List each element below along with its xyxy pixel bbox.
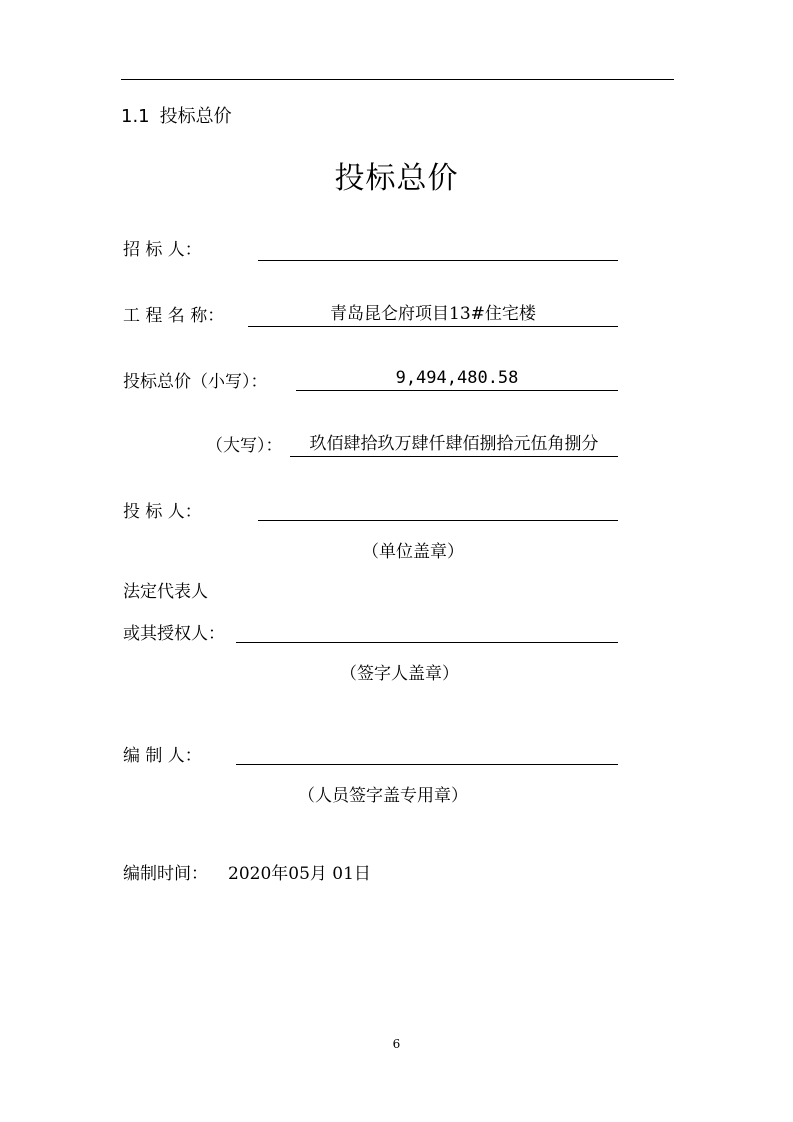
- section-heading: [121, 104, 232, 130]
- compile-date-label: 编制时间：: [123, 864, 208, 884]
- compiler-field[interactable]: [236, 740, 618, 765]
- tenderer-field[interactable]: [258, 236, 618, 261]
- legal-rep-field[interactable]: [236, 618, 618, 643]
- legal-rep-label: 或其授权人：: [123, 624, 225, 644]
- section-number: 1.1: [121, 106, 150, 127]
- compile-date-value: 2020年05月 01日: [228, 864, 371, 884]
- total-lowercase-field[interactable]: 9,494,480.58: [296, 366, 618, 391]
- compiler-seal-note: （人员签字盖专用章）: [298, 786, 468, 806]
- page-number: 6: [392, 1037, 401, 1051]
- project-name-field[interactable]: 青岛昆仑府项目13#住宅楼: [248, 302, 618, 327]
- section-title: 投标总价: [159, 106, 232, 127]
- legal-rep-seal-note: （签字人盖章）: [340, 664, 459, 684]
- total-uppercase-field[interactable]: 玖佰肆拾玖万肆仟肆佰捌拾元伍角捌分: [290, 432, 618, 457]
- project-name-label: 工 程 名 称：: [123, 306, 225, 326]
- total-lowercase-label: 投标总价（小写）：: [123, 372, 268, 392]
- tenderer-label: 招 标 人：: [123, 240, 202, 260]
- document-title: 投标总价: [334, 161, 459, 196]
- legal-rep-label-line1: 法定代表人: [123, 582, 208, 602]
- compiler-label: 编 制 人：: [123, 746, 202, 766]
- bidder-field[interactable]: [258, 496, 618, 521]
- total-uppercase-label: （大写）：: [206, 436, 283, 456]
- bidder-seal-note: （单位盖章）: [362, 542, 464, 562]
- bidder-label: 投 标 人：: [123, 502, 202, 522]
- header-rule: [121, 79, 674, 80]
